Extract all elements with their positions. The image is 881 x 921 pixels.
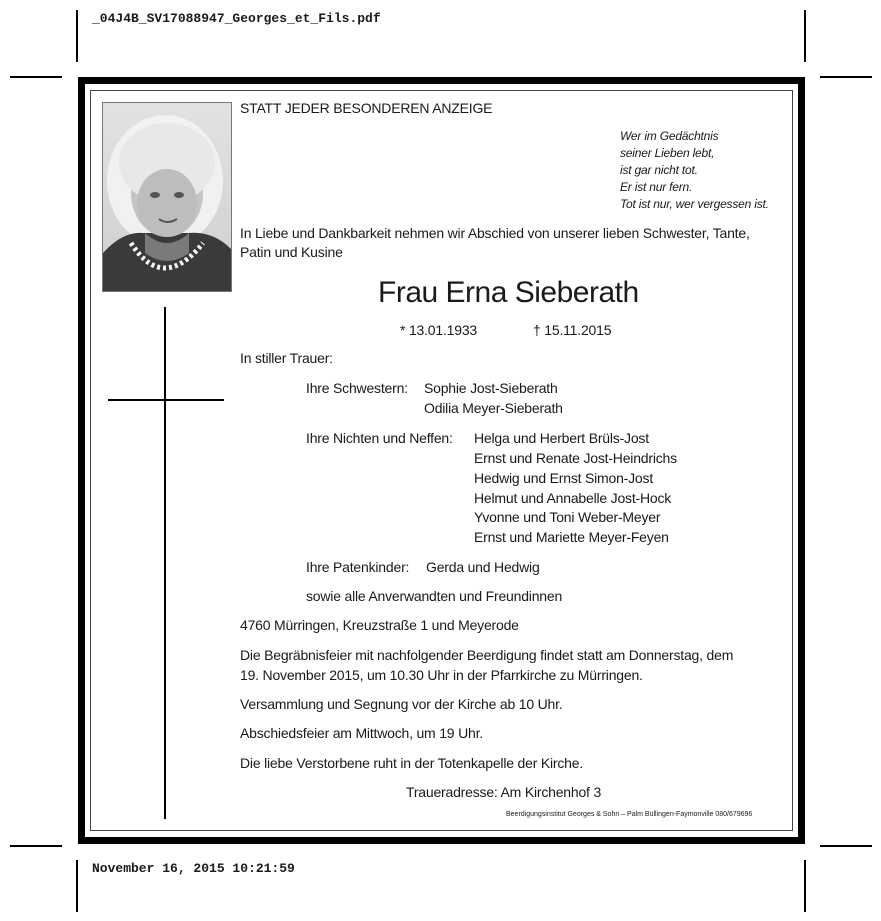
chapel-line: Die liebe Verstorbene ruht in der Totenkapelle der Kirche. xyxy=(240,755,584,771)
death-date: † 15.11.2015 xyxy=(533,322,612,338)
relatives-line: sowie alle Anverwandten und Freundinnen xyxy=(306,588,563,604)
funeral-line: Die Begräbnisfeier mit nachfolgender Beerdigung findet statt am Donnerstag, dem xyxy=(240,647,734,663)
godchildren-label: Ihre Patenkinder: xyxy=(306,559,410,575)
crop-mark xyxy=(820,845,872,847)
poem-line: Wer im Gedächtnis xyxy=(620,129,719,143)
top-line: STATT JEDER BESONDEREN ANZEIGE xyxy=(240,100,493,116)
mourning-line: In stiller Trauer: xyxy=(240,350,333,366)
niece-name: Ernst und Renate Jost-Heindrichs xyxy=(474,450,677,466)
crop-mark xyxy=(10,845,62,847)
cross-icon xyxy=(164,307,166,819)
intro-line: In Liebe und Dankbarkeit nehmen wir Abschied von unserer lieben Schwester, Tante, xyxy=(240,225,750,241)
timestamp: November 16, 2015 10:21:59 xyxy=(92,861,295,876)
niece-name: Helmut und Annabelle Jost-Hock xyxy=(474,490,672,506)
undertaker-line: Beerdigungsinstitut Georges & Sohn – Palm Büllingen-Faymonville 080/679696 xyxy=(506,811,753,818)
portrait-photo xyxy=(102,102,232,292)
farewell-line: Abschiedsfeier am Mittwoch, um 19 Uhr. xyxy=(240,725,483,741)
niece-name: Hedwig und Ernst Simon-Jost xyxy=(474,470,654,486)
sister-name: Sophie Jost-Sieberath xyxy=(424,380,558,396)
poem-line: ist gar nicht tot. xyxy=(620,163,698,177)
funeral-line: 19. November 2015, um 10.30 Uhr in der Pfarrkirche zu Mürringen. xyxy=(240,667,643,683)
crop-mark xyxy=(76,10,78,62)
sister-name: Odilia Meyer-Sieberath xyxy=(424,400,563,416)
crop-mark xyxy=(76,860,78,912)
crop-mark xyxy=(820,76,872,78)
sisters-label: Ihre Schwestern: xyxy=(306,380,408,396)
niece-name: Ernst und Mariette Meyer-Feyen xyxy=(474,529,669,545)
mourning-address: Traueradresse: Am Kirchenhof 3 xyxy=(406,784,602,800)
birth-date: * 13.01.1933 xyxy=(400,322,478,338)
poem-line: Er ist nur fern. xyxy=(620,180,693,194)
nieces-label: Ihre Nichten und Neffen: xyxy=(306,430,453,446)
niece-name: Yvonne und Toni Weber-Meyer xyxy=(474,509,661,525)
assembly-line: Versammlung und Segnung vor der Kirche ab 10 Uhr. xyxy=(240,696,563,712)
cross-icon-bar xyxy=(108,399,224,401)
crop-mark xyxy=(10,76,62,78)
file-name: _04J4B_SV17088947_Georges_et_Fils.pdf xyxy=(92,11,381,26)
godchildren-names: Gerda und Hedwig xyxy=(426,559,540,575)
poem-line: Tot ist nur, wer vergessen ist. xyxy=(620,197,769,211)
intro-line: Patin und Kusine xyxy=(240,244,343,260)
deceased-name: Frau Erna Sieberath xyxy=(378,276,639,309)
crop-mark xyxy=(804,860,806,912)
address-line: 4760 Mürringen, Kreuzstraße 1 und Meyerode xyxy=(240,617,519,633)
poem-line: seiner Lieben lebt, xyxy=(620,146,715,160)
portrait-illustration xyxy=(103,103,231,291)
niece-name: Helga und Herbert Brüls-Jost xyxy=(474,430,649,446)
crop-mark xyxy=(804,10,806,62)
